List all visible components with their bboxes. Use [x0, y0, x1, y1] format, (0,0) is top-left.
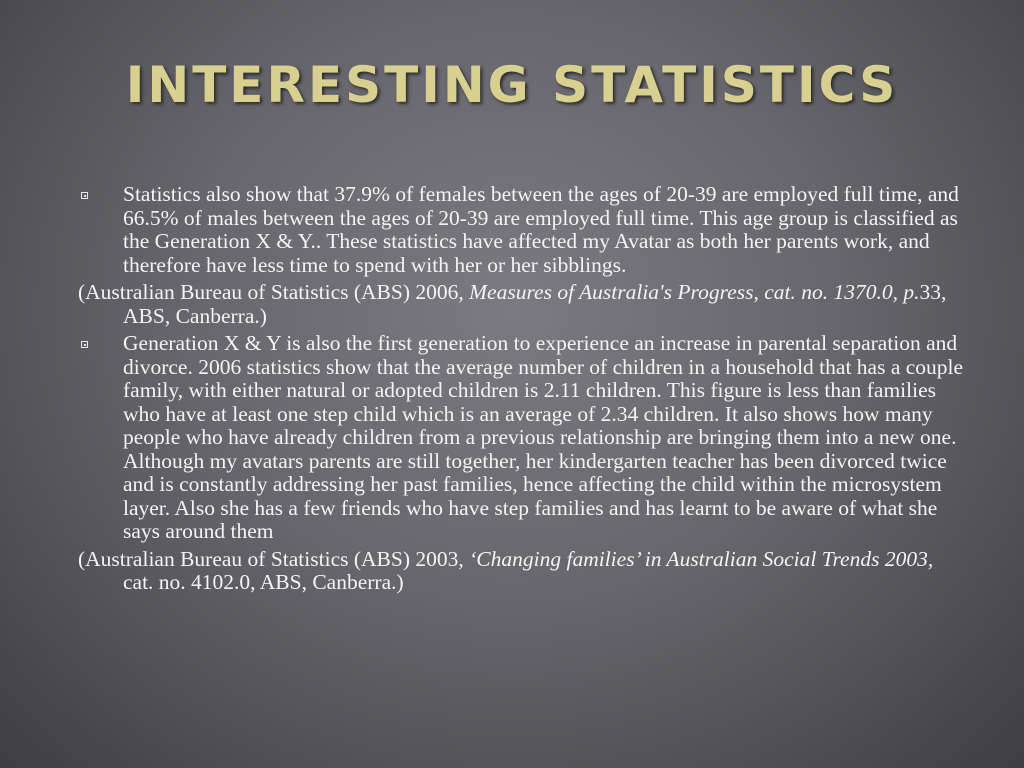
slide-title: INTERESTING STATISTICS [125, 56, 899, 114]
square-bullet-icon [81, 341, 88, 348]
citation-prefix: (Australian Bureau of Statistics (ABS) 2006, [78, 280, 470, 304]
square-bullet-icon [81, 192, 88, 199]
citation-prefix: (Australian Bureau of Statistics (ABS) 2003, [78, 546, 470, 571]
citation-suffix: cat. no. 4102.0, ABS, Canberra.) [123, 570, 404, 594]
citation-suffix: 33, ABS, Canberra.) [123, 280, 947, 328]
slide-content [78, 183, 968, 599]
bullet-paragraph-employment [78, 183, 968, 277]
citation-abs-2006 [78, 281, 968, 328]
citation-title: Measures of Australia's Progress, cat. no. 1370.0, p. [469, 280, 920, 304]
citation-title: ‘Changing families’ in Australian Social Trends 2003, [469, 546, 934, 571]
bullet-paragraph-generation [78, 332, 968, 544]
bullet-text: Generation X & Y is also the first generation to experience an increase in parental separation and divorce. 2006 statistics show that the average number of children in a household that has a couple family, with either natural or adopted children is 2.11 children. This figure is less than families who have at least one step child which is an average of 2.34 children. It also shows how many people who have already children from a previous relationship are bringing them into a new one. Although my avatars parents are still together, her kindergarten teacher has been divorced twice and is constantly addressing her past families, hence affecting the child within the microsystem layer. Also she has a few friends who have step families and has learnt to be aware of what she says around them [123, 331, 964, 543]
bullet-text: Statistics also show that 37.9% of females between the ages of 20-39 are employed full time, and 66.5% of males between the ages of 20-39 are employed full time. This age group is classified as the Generation X & Y.. These statistics have affected my Avatar as both her parents work, and therefore have less time to spend with her or her sibblings. [123, 182, 959, 277]
citation-abs-2003 [78, 548, 968, 595]
